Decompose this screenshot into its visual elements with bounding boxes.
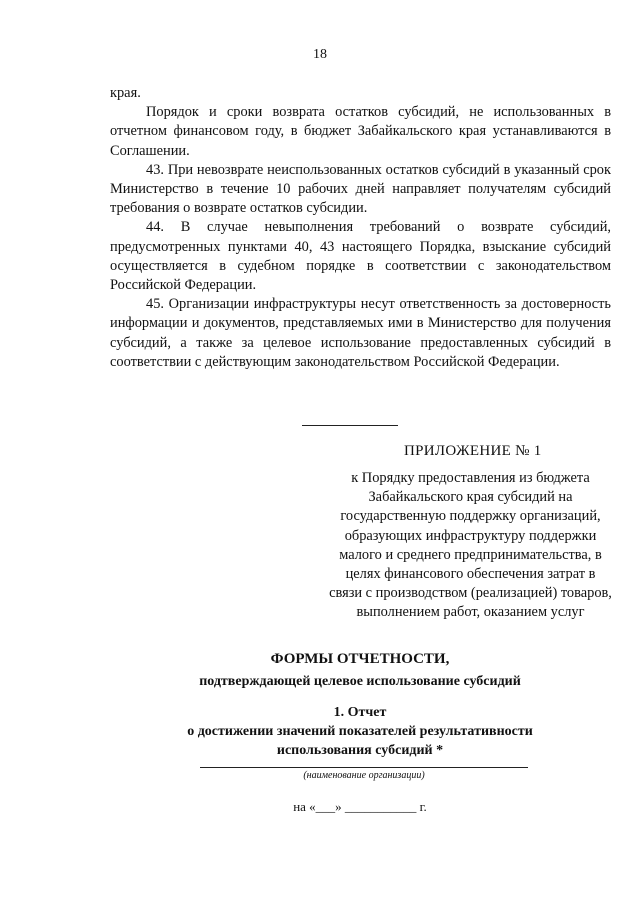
- report-title-line1: о достижении значений показателей результативности: [187, 724, 533, 739]
- report-heading: [0, 703, 640, 760]
- report-date-line: на «___» ___________ г.: [293, 799, 427, 814]
- paragraph-43: 43. При невозврате неиспользованных остатков субсидий в указанный срок Министерство в течение 10 рабочих дней направляет получателям субсидий требования о возврате остатков субсидии.: [110, 161, 611, 217]
- paragraph-44: 44. В случае невыполнения требований о возврате субсидий, предусмотренных пунктами 40, 43 настоящего Порядка, взыскание субсидий осуществляется в судебном порядке в соответствии с законодательством Российской Федерации.: [110, 219, 611, 294]
- forms-title: ФОРМЫ ОТЧЕТНОСТИ,: [270, 651, 450, 667]
- forms-subtitle: подтверждающей целевое использование субсидий: [199, 674, 521, 689]
- page-number: 18: [313, 47, 327, 62]
- paragraph-45: 45. Организации инфраструктуры несут ответственность за достоверность информации и документов, представляемых ими в Министерство для получения субсидий, а также за целевое использование предоставленных субсидий в соответствии с действующим законодательством Российской Федерации.: [110, 296, 611, 370]
- appendix-title: ПРИЛОЖЕНИЕ № 1: [404, 443, 542, 459]
- body-text: [110, 84, 611, 372]
- report-number-title: 1. Отчет: [333, 705, 387, 720]
- organization-name-line: [200, 767, 528, 768]
- report-title-line2: использования субсидий *: [276, 743, 444, 758]
- section-divider: [302, 425, 398, 426]
- paragraph-return-order: Порядок и сроки возврата остатков субсидий, не использованных в отчетном финансовом году, в бюджет Забайкальского края устанавливаются в Соглашении.: [110, 104, 611, 159]
- appendix-description: к Порядку предоставления из бюджета Забайкальского края субсидий на государственную поддержку организаций, образующих инфраструктуру поддержки малого и среднего предпринимательства, в целях финансового обеспечения затрат в связи с производством (реализацией) товаров, выполнением работ, оказанием услуг: [329, 470, 612, 621]
- organization-name-caption: (наименование организации): [303, 770, 425, 781]
- paragraph-continuation: края.: [110, 85, 141, 101]
